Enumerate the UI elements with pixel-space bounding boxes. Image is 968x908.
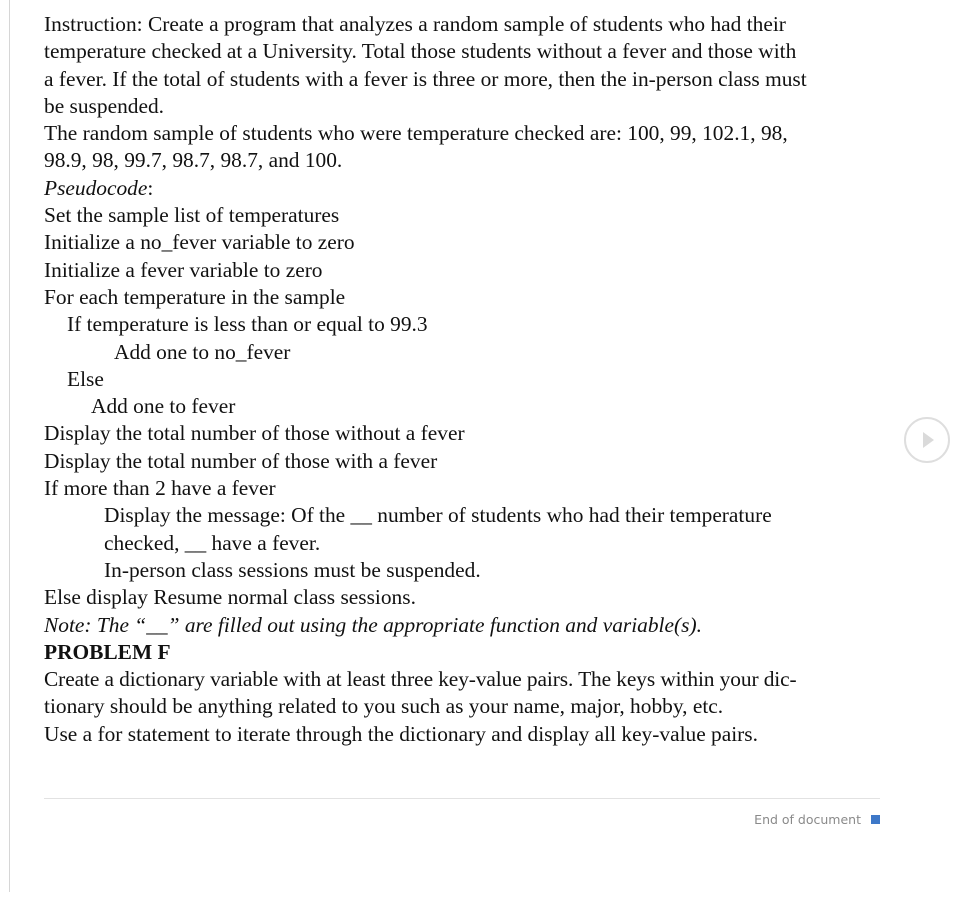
pseudocode-line: Display the total number of those with a fever xyxy=(44,448,438,473)
instruction-line: Instruction: Create a program that analyzes a random sample of students who had their xyxy=(44,12,786,36)
pseudocode-heading xyxy=(44,175,884,202)
instruction-line: be suspended. xyxy=(44,93,164,118)
end-of-document-label: End of document xyxy=(754,812,861,827)
end-of-document xyxy=(754,812,880,827)
pseudocode-colon: : xyxy=(147,175,154,200)
pseudocode-line: checked, __ have a fever. xyxy=(104,530,321,555)
problem-f-line: Use a for statement to iterate through the dictionary and display all key-value pairs. xyxy=(44,721,758,746)
problem-f-line: Create a dictionary variable with at least three key-value pairs. The keys within your dic- xyxy=(44,667,797,692)
left-page-border xyxy=(9,0,10,892)
pseudocode-line: In-person class sessions must be suspended. xyxy=(104,557,481,582)
end-marker-icon xyxy=(871,815,880,824)
problem-f-line: tionary should be anything related to you such as your name, major, hobby, etc. xyxy=(44,694,724,719)
pseudocode-line: Set the sample list of temperatures xyxy=(44,203,340,228)
pseudocode-line: Add one to no_fever xyxy=(114,339,291,364)
document-body xyxy=(44,11,884,748)
pseudocode-line: If temperature is less than or equal to 99.3 xyxy=(67,312,428,337)
pseudocode-line: Initialize a fever variable to zero xyxy=(44,257,323,282)
note-line: Note: The “__” are filled out using the appropriate function and variable(s). xyxy=(44,612,702,637)
play-button[interactable] xyxy=(904,417,950,463)
problem-f-heading: PROBLEM F xyxy=(44,639,171,664)
play-icon xyxy=(906,419,948,461)
pseudocode-line: Display the message: Of the __ number of students who had their temperature xyxy=(104,503,772,528)
pseudocode-line: Else xyxy=(67,366,104,391)
pseudocode-line: Display the total number of those without a fever xyxy=(44,421,465,446)
instruction-line: temperature checked at a University. Total those students without a fever and those with xyxy=(44,39,797,64)
pseudocode-line: Else display Resume normal class sessions. xyxy=(44,585,416,610)
instruction-line: a fever. If the total of students with a fever is three or more, then the in-person class must xyxy=(44,66,807,91)
pseudocode-label: Pseudocode xyxy=(44,175,148,200)
footer-divider xyxy=(44,798,880,799)
pseudocode-line: Add one to fever xyxy=(91,394,236,419)
pseudocode-line: If more than 2 have a fever xyxy=(44,476,276,501)
sample-line: The random sample of students who were temperature checked are: 100, 99, 102.1, 98, xyxy=(44,121,788,146)
pseudocode-line: Initialize a no_fever variable to zero xyxy=(44,230,355,255)
pseudocode-line: For each temperature in the sample xyxy=(44,284,346,309)
sample-line: 98.9, 98, 99.7, 98.7, 98.7, and 100. xyxy=(44,148,343,173)
